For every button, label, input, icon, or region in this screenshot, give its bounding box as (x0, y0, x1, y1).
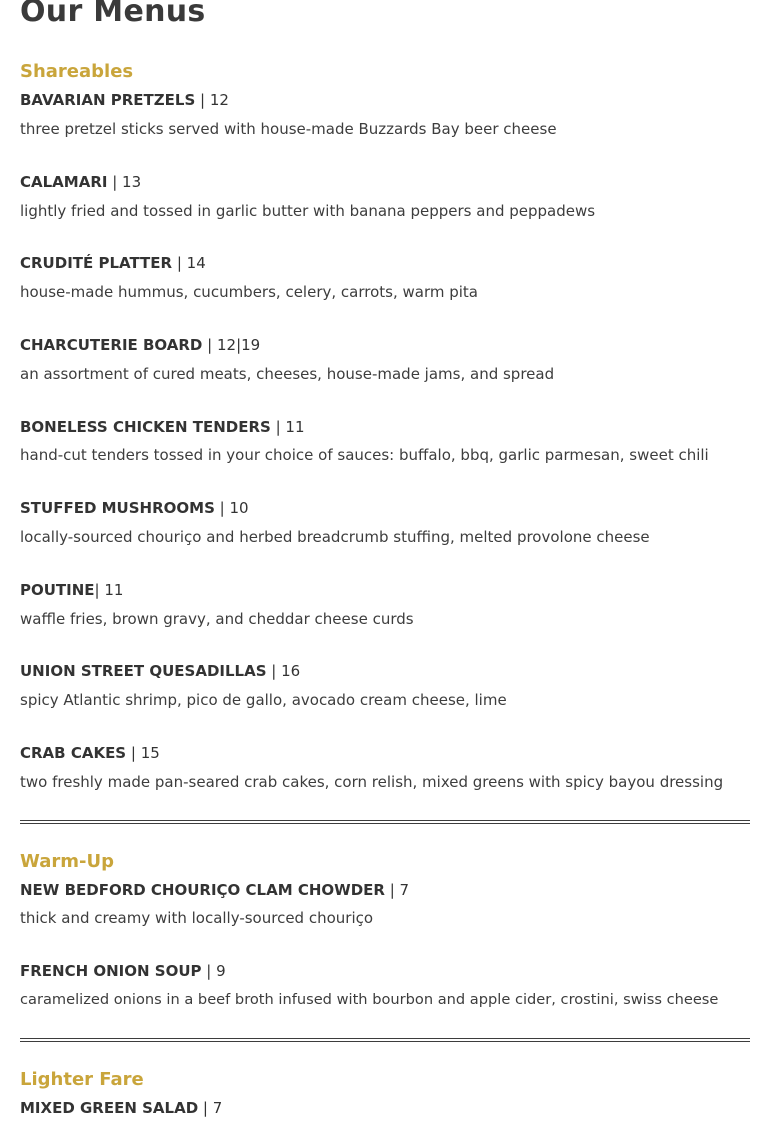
item-name: MIXED GREEN SALAD (20, 1099, 199, 1117)
item-price: | 9 (201, 962, 226, 980)
page-title: Our Menus (20, 0, 206, 29)
item-description: house-made hummus, cucumbers, celery, carrots, warm pita (20, 283, 478, 301)
menu-item-title (20, 579, 123, 601)
menu-item-title (20, 171, 141, 193)
menu-item-title (20, 89, 229, 111)
item-price: | 11 (94, 581, 124, 599)
item-description: locally-sourced chouriço and herbed breadcrumb stuffing, melted provolone cheese (20, 528, 650, 546)
menu-item-title (20, 660, 300, 682)
item-price: | 16 (266, 662, 301, 680)
item-name: BAVARIAN PRETZELS (20, 91, 196, 109)
item-name: BONELESS CHICKEN TENDERS (20, 418, 271, 436)
item-price: | 7 (198, 1099, 223, 1117)
item-name: CRAB CAKES (20, 744, 127, 762)
item-description: waffle fries, brown gravy, and cheddar cheese curds (20, 610, 414, 628)
item-name: FRENCH ONION SOUP (20, 962, 202, 980)
item-price: | 10 (214, 499, 249, 517)
section-divider (20, 1038, 750, 1042)
menu-item-title (20, 334, 260, 356)
section-divider (20, 820, 750, 824)
item-name: STUFFED MUSHROOMS (20, 499, 215, 517)
item-description: an assortment of cured meats, cheeses, house-made jams, and spread (20, 365, 555, 383)
menu-item-title (20, 416, 305, 438)
menu-item-title (20, 1097, 222, 1119)
item-description: spicy Atlantic shrimp, pico de gallo, avocado cream cheese, lime (20, 691, 507, 709)
menu-item-title (20, 252, 206, 274)
menu-item-title (20, 879, 409, 901)
section-heading-warm-up: Warm-Up (20, 851, 114, 872)
item-description: thick and creamy with locally-sourced chouriço (20, 909, 374, 927)
item-description: caramelized onions in a beef broth infused with bourbon and apple cider, crostini, swiss cheese (20, 991, 719, 1008)
item-description: hand-cut tenders tossed in your choice of sauces: buffalo, bbq, garlic parmesan, sweet chili (20, 446, 709, 464)
menu-item-title (20, 960, 226, 982)
item-price: | 11 (270, 418, 305, 436)
item-price: | 7 (384, 881, 410, 899)
item-name: CRUDITÉ PLATTER (20, 254, 173, 272)
item-name: CALAMARI (20, 173, 108, 191)
item-price: | 13 (107, 173, 142, 191)
item-description: two freshly made pan-seared crab cakes, corn relish, mixed greens with spicy bayou dressing (20, 773, 724, 791)
item-name: CHARCUTERIE BOARD (20, 336, 203, 354)
item-name: UNION STREET QUESADILLAS (20, 662, 267, 680)
item-price: | 12|19 (202, 336, 261, 354)
section-heading-lighter-fare: Lighter Fare (20, 1069, 144, 1090)
item-price: | 14 (172, 254, 206, 272)
bottom-fade (0, 1122, 770, 1134)
item-name: POUTINE (20, 581, 95, 599)
item-price: | 12 (195, 91, 229, 109)
menu-item-title (20, 497, 249, 519)
menu-item-title (20, 742, 160, 764)
item-name: NEW BEDFORD CHOURIÇO CLAM CHOWDER (20, 881, 385, 899)
item-price: | 15 (126, 744, 160, 762)
section-heading-shareables: Shareables (20, 61, 134, 82)
item-description: three pretzel sticks served with house-made Buzzards Bay beer cheese (20, 120, 557, 138)
item-description: lightly fried and tossed in garlic butter with banana peppers and peppadews (20, 202, 596, 220)
